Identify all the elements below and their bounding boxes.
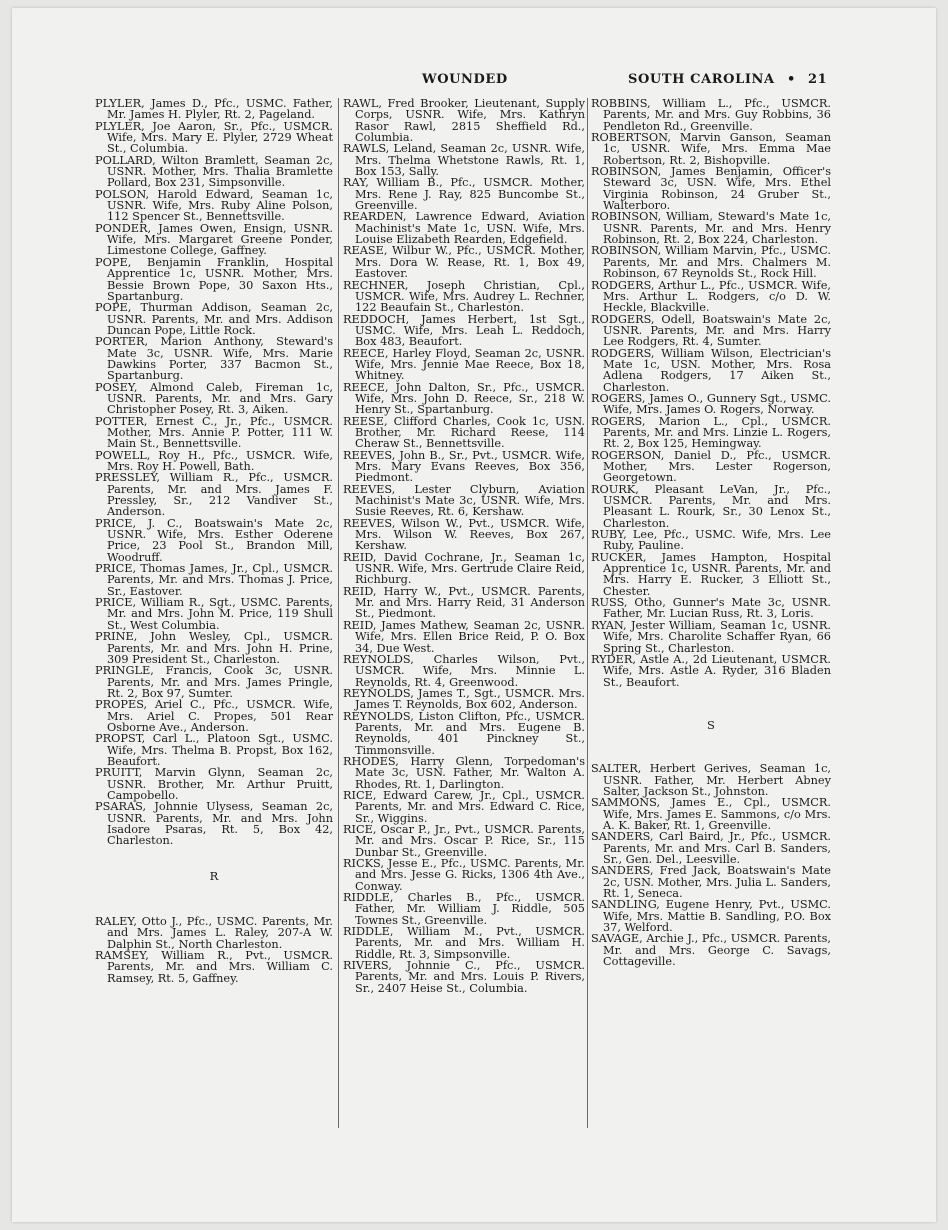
casualty-entry: SANDLING, Eugene Henry, Pvt., USMC. Wife, Mrs. Mattie B. Sandling, P.O. Box 37, Welford. <box>591 898 831 935</box>
casualty-entry: POPE, Thurman Addison, Seaman 2c, USNR. Parents, Mr. and Mrs. Addison Duncan Pope, Little Rock. <box>95 301 333 337</box>
casualty-entry: ROGERSON, Daniel D., Pfc., USMCR. Mother, Mrs. Lester Rogerson, Georgetown. <box>591 448 831 485</box>
casualty-entry: REARDEN, Lawrence Edward, Aviation Machinist's Mate 1c, USN. Wife, Mrs. Louise Elizabeth Rearden, Edgefield. <box>343 210 585 247</box>
page-header <box>12 72 936 92</box>
casualty-entry: REESE, Clifford Charles, Cook 1c, USN. Brother, Mr. Richard Reese, 114 Cheraw St., Bennettsville. <box>343 414 585 451</box>
column-2 <box>343 98 585 994</box>
casualty-entry: SANDERS, Carl Baird, Jr., Pfc., USMCR. Parents, Mr. and Mrs. Carl B. Sanders, Sr., Gen. Del., Leesville. <box>591 830 831 866</box>
casualty-entry: POLLARD, Wilton Bramlett, Seaman 2c, USNR. Mother, Mrs. Thalia Bramlette Pollard, Box 231, Simpsonville. <box>95 153 333 190</box>
casualty-entry: REASE, Wilbur W., Pfc., USMCR. Mother, Mrs. Dora W. Rease, Rt. 1, Box 49, Eastover. <box>343 244 585 281</box>
casualty-entry: RICE, Oscar P., Jr., Pvt., USMCR. Parents, Mr. and Mrs. Oscar P. Rice, Sr., 115 Dunbar St., Greenville. <box>343 823 585 859</box>
casualty-entry: RUSS, Otho, Gunner's Mate 3c, USNR. Father, Mr. Lucian Russ, Rt. 3, Loris. <box>591 596 831 621</box>
casualty-entry: RECHNER, Joseph Christian, Cpl., USMCR. Wife, Mrs. Audrey L. Rechner, 122 Beaufain St., Charleston. <box>343 278 585 315</box>
casualty-entry: PRINE, John Wesley, Cpl., USMCR. Parents, Mr. and Mrs. John H. Prine, 309 President St., Charleston. <box>95 630 333 666</box>
casualty-entry: ROURK, Pleasant LeVan, Jr., Pfc., USMCR. Parents, Mr. and Mrs. Pleasant L. Rourk, Sr., 30 Lenox St., Charleston. <box>591 482 831 530</box>
casualty-entry: RAWL, Fred Brooker, Lieutenant, Supply Corps, USNR. Wife, Mrs. Kathryn Rasor Rawl, 2815 Sheffield Rd., Columbia. <box>343 97 585 145</box>
casualty-entry: RYAN, Jester William, Seaman 1c, USNR. Wife, Mrs. Charolite Schaffer Ryan, 66 Spring St., Charleston. <box>591 618 831 655</box>
casualty-entry: PRINGLE, Francis, Cook 3c, USNR. Parents, Mr. and Mrs. James Pringle, Rt. 2, Box 97, Sumter. <box>95 664 333 700</box>
casualty-entry: REECE, Harley Floyd, Seaman 2c, USNR. Wife, Mrs. Jennie Mae Reece, Box 18, Whitney. <box>343 346 585 383</box>
casualty-entry: RIDDLE, William M., Pvt., USMCR. Parents, Mr. and Mrs. William H. Riddle, Rt. 3, Simpsonville. <box>343 925 585 961</box>
casualty-entry: REEVES, Lester Clyburn, Aviation Machinist's Mate 3c, USNR. Wife, Mrs. Susie Reeves, Rt. 6, Kershaw. <box>343 482 585 519</box>
casualty-entry: SALTER, Herbert Gerives, Seaman 1c, USNR. Father, Mr. Herbert Abney Salter, Jackson St., Johnston. <box>591 762 831 798</box>
casualty-entry: POSEY, Almond Caleb, Fireman 1c, USNR. Parents, Mr. and Mrs. Gary Christopher Posey, Rt. 3, Aiken. <box>95 380 333 417</box>
casualty-entry: PSARAS, Johnnie Ulysess, Seaman 2c, USNR. Parents, Mr. and Mrs. John Isadore Psaras, Rt. 5, Box 42, Charleston. <box>95 800 333 848</box>
column-1 <box>95 98 333 984</box>
casualty-entry: RHODES, Harry Glenn, Torpedoman's Mate 3c, USN. Father, Mr. Walton A. Rhodes, Rt. 1, Darlington. <box>343 754 585 791</box>
casualty-entry: RODGERS, Odell, Boatswain's Mate 2c, USNR. Parents, Mr. and Mrs. Harry Lee Rodgers, Rt. 4, Sumter. <box>591 312 831 349</box>
section-title: WOUNDED <box>422 72 508 87</box>
casualty-entry: RUCKER, James Hampton, Hospital Apprentice 1c, USNR. Parents, Mr. and Mrs. Harry E. Rucker, 3 Elliott St., Chester. <box>591 550 831 598</box>
casualty-entry: REID, James Mathew, Seaman 2c, USNR. Wife, Mrs. Ellen Brice Reid, P. O. Box 34, Due West. <box>343 618 585 655</box>
column-divider <box>587 98 588 1128</box>
casualty-entry: ROGERS, Marion L., Cpl., USMCR. Parents, Mr. and Mrs. Linzie L. Rogers, Rt. 2, Box 125, Hemingway. <box>591 414 831 451</box>
section-letter: S <box>707 717 715 732</box>
header-bullet: • <box>787 72 796 87</box>
casualty-entry: PROPST, Carl L., Platoon Sgt., USMC. Wife, Mrs. Thelma B. Propst, Box 162, Beaufort. <box>95 732 333 768</box>
casualty-entry: REEVES, John B., Sr., Pvt., USMCR. Wife, Mrs. Mary Evans Reeves, Box 356, Piedmont. <box>343 448 585 485</box>
casualty-entry: RICE, Edward Carew, Jr., Cpl., USMCR. Parents, Mr. and Mrs. Edward C. Rice, Sr., Wiggins. <box>343 788 585 825</box>
casualty-entry: RALEY, Otto J., Pfc., USMC. Parents, Mr. and Mrs. James L. Raley, 207-A W. Dalphin St., North Charleston. <box>95 915 333 951</box>
casualty-entry: RICKS, Jesse E., Pfc., USMC. Parents, Mr. and Mrs. Jesse G. Ricks, 1306 4th Ave., Conway. <box>343 857 585 893</box>
casualty-entry: REYNOLDS, Liston Clifton, Pfc., USMCR. Parents, Mr. and Mrs. Eugene B. Reynolds, 401 Pinckney St., Timmonsville. <box>343 709 585 757</box>
column-divider <box>338 98 339 1128</box>
casualty-entry: PONDER, James Owen, Ensign, USNR. Wife, Mrs. Margaret Greene Ponder, Limestone College, Gaffney. <box>95 221 333 258</box>
casualty-entry: REYNOLDS, James T., Sgt., USMCR. Mrs. James T. Reynolds, Box 602, Anderson. <box>343 686 585 712</box>
casualty-entry: POWELL, Roy H., Pfc., USMCR. Wife, Mrs. Roy H. Powell, Bath. <box>95 448 333 473</box>
casualty-entry: POPE, Benjamin Franklin, Hospital Apprentice 1c, USNR. Mother, Mrs. Bessie Brown Pope, 30 Saxon Hts., Spartanburg. <box>95 255 333 303</box>
section-letter: R <box>209 868 219 883</box>
casualty-entry: RIDDLE, Charles B., Pfc., USMCR. Father, Mr. William J. Riddle, 505 Townes St., Greenville. <box>343 891 585 927</box>
casualty-entry: RODGERS, Arthur L., Pfc., USMCR. Wife, Mrs. Arthur L. Rodgers, c/o D. W. Heckle, Blackville. <box>591 278 831 315</box>
casualty-entry: SAMMONS, James E., Cpl., USMCR. Wife, Mrs. James E. Sammons, c/o Mrs. A. K. Baker, Rt. 1, Greenville. <box>591 796 831 832</box>
casualty-entry: ROBBINS, William L., Pfc., USMCR. Parents, Mr. and Mrs. Guy Robbins, 36 Pendleton Rd., Greenville. <box>591 97 831 133</box>
state-title: SOUTH CAROLINA <box>628 72 775 87</box>
casualty-entry: ROGERS, James O., Gunnery Sgt., USMC. Wife, Mrs. James O. Rogers, Norway. <box>591 391 831 417</box>
casualty-entry: RAY, William B., Pfc., USMCR. Mother, Mrs. Rene J. Ray, 825 Buncombe St., Greenville. <box>343 176 585 213</box>
casualty-entry: REYNOLDS, Charles Wilson, Pvt., USMCR. Wife, Mrs. Minnie L. Reynolds, Rt. 4, Greenwood. <box>343 652 585 689</box>
casualty-entry: REECE, John Dalton, Sr., Pfc., USMCR. Wife, Mrs. John D. Reece, Sr., 218 W. Henry St., Spartanburg. <box>343 380 585 417</box>
casualty-entry: REID, David Cochrane, Jr., Seaman 1c, USNR. Wife, Mrs. Gertrude Claire Reid, Richburg. <box>343 550 585 587</box>
page-number: 21 <box>808 72 828 87</box>
casualty-entry: REDDOCH, James Herbert, 1st Sgt., USMC. Wife, Mrs. Leah L. Reddoch, Box 483, Beaufort. <box>343 312 585 349</box>
casualty-entry: POTTER, Ernest C., Jr., Pfc., USMCR. Mother, Mrs. Annie P. Potter, 111 W. Main St., Bennettsville. <box>95 414 333 451</box>
casualty-entry: RUBY, Lee, Pfc., USMC. Wife, Mrs. Lee Ruby, Pauline. <box>591 528 831 553</box>
column-3 <box>591 98 831 967</box>
casualty-entry: PRUITT, Marvin Glynn, Seaman 2c, USNR. Brother, Mr. Arthur Pruitt, Campobello. <box>95 766 333 802</box>
casualty-entry: ROBINSON, William, Steward's Mate 1c, USNR. Parents, Mr. and Mrs. Henry Robinson, Rt. 2, Box 224, Charleston. <box>591 210 831 247</box>
casualty-entry: ROBINSON, William Marvin, Pfc., USMC. Parents, Mr. and Mrs. Chalmers M. Robinson, 67 Reynolds St., Rock Hill. <box>591 244 831 281</box>
casualty-entry: PRICE, William R., Sgt., USMC. Parents, Mr. and Mrs. John M. Price, 119 Shull St., West Columbia. <box>95 596 333 632</box>
casualty-entry: PLYLER, Joe Aaron, Sr., Pfc., USMCR. Wife, Mrs. Mary E. Plyler, 2729 Wheat St., Columbia. <box>95 119 333 156</box>
casualty-entry: ROBINSON, James Benjamin, Officer's Steward 3c, USN. Wife, Mrs. Ethel Virginia Robinson, 24 Gruber St., Walterboro. <box>591 165 831 213</box>
casualty-entry: RYDER, Astle A., 2d Lieutenant, USMCR. Wife, Mrs. Astle A. Ryder, 316 Bladen St., Beaufort. <box>591 652 831 689</box>
casualty-entry: PORTER, Marion Anthony, Steward's Mate 3c, USNR. Wife, Mrs. Marie Dawkins Porter, 337 Bacmon St., Spartanburg. <box>95 335 333 383</box>
casualty-entry: SAVAGE, Archie J., Pfc., USMCR. Parents, Mr. and Mrs. George C. Savags, Cottageville. <box>591 932 831 969</box>
casualty-entry: ROBERTSON, Marvin Ganson, Seaman 1c, USNR. Wife, Mrs. Emma Mae Robertson, Rt. 2, Bishopville. <box>591 131 831 167</box>
casualty-entry: PRESSLEY, William R., Pfc., USMCR. Parents, Mr. and Mrs. James F. Pressley, Sr., 212 Vandiver St., Anderson. <box>95 471 333 519</box>
casualty-entry: REID, Harry W., Pvt., USMCR. Parents, Mr. and Mrs. Harry Reid, 31 Anderson St., Piedmont. <box>343 584 585 621</box>
casualty-entry: REEVES, Wilson W., Pvt., USMCR. Wife, Mrs. Wilson W. Reeves, Box 267, Kershaw. <box>343 516 585 553</box>
casualty-entry: RAWLS, Leland, Seaman 2c, USNR. Wife, Mrs. Thelma Whetstone Rawls, Rt. 1, Box 153, Sally. <box>343 142 585 179</box>
casualty-entry: PRICE, Thomas James, Jr., Cpl., USMCR. Parents, Mr. and Mrs. Thomas J. Price, Sr., Eastover. <box>95 562 333 598</box>
casualty-entry: SANDERS, Fred Jack, Boatswain's Mate 2c, USN. Mother, Mrs. Julia L. Sanders, Rt. 1, Seneca. <box>591 864 831 900</box>
document-page <box>12 8 936 1222</box>
casualty-entry: POLSON, Harold Edward, Seaman 1c, USNR. Wife, Mrs. Ruby Aline Polson, 112 Spencer St., Bennettsville. <box>95 187 333 224</box>
casualty-entry: PLYLER, James D., Pfc., USMC. Father, Mr. James H. Plyler, Rt. 2, Pageland. <box>95 97 333 122</box>
casualty-entry: RODGERS, William Wilson, Electrician's Mate 1c, USN. Mother, Mrs. Rosa Adlena Rodgers, 17 Aiken St., Charleston. <box>591 346 831 394</box>
casualty-entry: PROPES, Ariel C., Pfc., USMCR. Wife, Mrs. Ariel C. Propes, 501 Rear Osborne Ave., Anderson. <box>95 698 333 734</box>
casualty-entry: PRICE, J. C., Boatswain's Mate 2c, USNR. Wife, Mrs. Esther Oderene Price, 23 Pool St., Brandon Mill, Woodruff. <box>95 516 333 564</box>
casualty-entry: RAMSEY, William R., Pvt., USMCR. Parents, Mr. and Mrs. William C. Ramsey, Rt. 5, Gaffney. <box>95 949 333 985</box>
casualty-entry: RIVERS, Johnnie C., Pfc., USMCR. Parents, Mr. and Mrs. Louis P. Rivers, Sr., 2407 Heise St., Columbia. <box>343 959 585 995</box>
